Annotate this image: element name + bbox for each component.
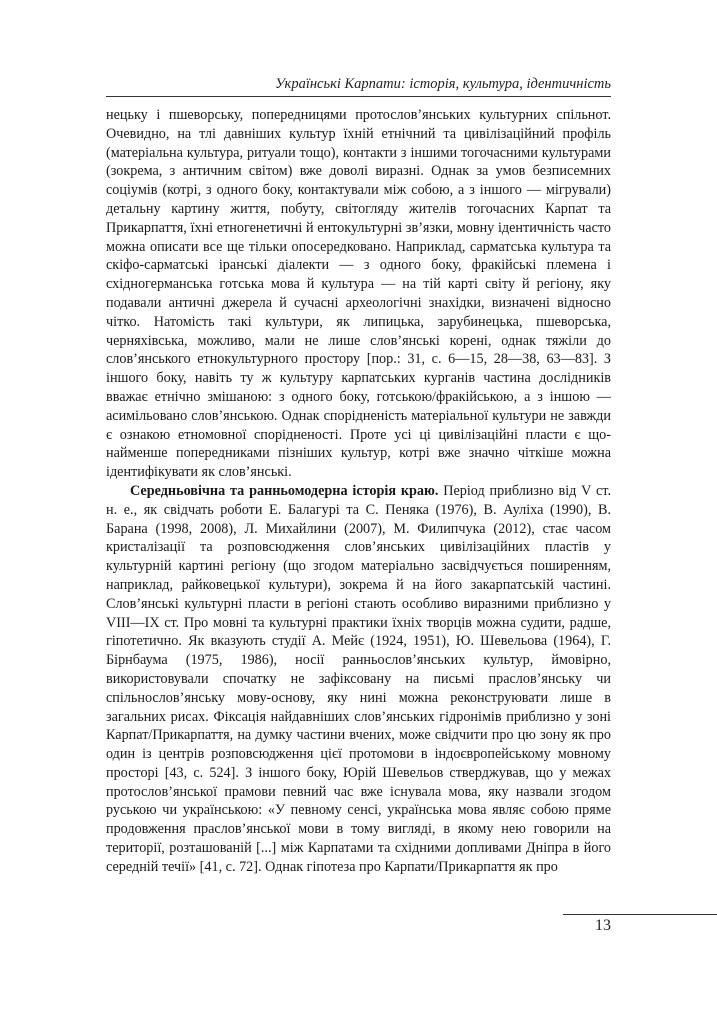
paragraph-text: Період приблизно від V ст. н. е., як свідчать роботи Е. Балагурі та С. Пеняка (1976), В. Ауліха (1990), В. Барана (1998, 2008), Л. Михайлини (2007), М. Филипчука (2012), стає часом кристалізації та розповсюдження слов’янських цивілізаційних пластів у культурній картині регіону (що згодом матеріально засвідчується поширенням, наприклад, райковецької культури), зокрема й на його закарпатській частині. Слов’янські культурні пласти в регіоні стають особливо виразними приблизно у VIII—IX ст. Про мовні та культурні практики їхніх творців можна судити, радше, гіпотетично. Як вказують студії А. Мейє (1924, 1951), Ю. Шевельова (1964), Г. Бірнбаума (1975, 1986), носії ранньослов’янських культур, ймовірно, використовували спочатку не зафіксовану на письмі праслов’янську чи спільнослов’янську мову-основу, яку нині можна реконструювати лише в загальних рисах. Фіксація найдавніших слов’янських гідронімів приблизно у зоні Карпат/Прикарпаття, на думку частини вчених, може свідчити про цю зону як про один із центрів розповсюдження цієї протомови в індоєвропейському мовному просторі [43, с. 524]. З іншого боку, Юрій Шевельов стверджував, що у межах протослов’янської прамови певний час вже існувала мова, яку назвали згодом руською чи українською: «У певному сенсі, українська мова являє собою пряме продовження праслов’янської мови в тому вигляді, в якому нею говорили на території, розташованій [...] між Карпатами та східними допливами Дніпра в його середній течії» [41, с. 72]. Однак гіпотеза про Карпати/Прикарпаття як про <box>106 482 611 875</box>
page-number: 13 <box>595 917 611 934</box>
run-in-heading: Середньовічна та ранньомодерна історія краю. <box>130 482 439 499</box>
footer-rule <box>563 914 717 915</box>
header-rule <box>106 96 611 97</box>
running-header: Українські Карпати: історія, культура, ідентичність <box>275 76 611 92</box>
body-text <box>106 106 611 877</box>
paragraph-medieval-history <box>106 482 611 877</box>
paragraph-continuation: нецьку і пшеворську, попередницями протослов’янських культурних спільнот. Очевидно, на тлі давніших культур їхній етнічний та цивілізаційний профіль (матеріальна культура, ритуали тощо), контакти з іншими тогочасними культурами (зокрема, з античним світом) вже доволі виразні. Однак за умов безписемних соціумів (котрі, з одного боку, контактували між собою, а з іншого — мігрували) детальну картину життя, побуту, світогляду жителів тогочасних Карпат та Прикарпаття, їхні етногенетичні й ентокультурні зв’язки, мовну ідентичність часто можна описати все ще тільки опосередковано. Наприклад, сарматська культура та скіфо-сарматські іранські діалекти — з одного боку, фракійські племена і східногерманська готська мова й культура — на тій карті світу й регіону, яку подавали античні джерела й сучасні археологічні знахідки, визначені відносно чітко. Натомість такі культури, як липицька, зарубинецька, пшеворська, черняхівська, можливо, мали не лише слов’янські корені, однак тяжіли до слов’янського етнокультурного простору [пор.: 31, с. 6—15, 28—38, 63—83]. З іншого боку, навіть ту ж культуру карпатських курганів частина дослідників вважає етнічно змішаною: з одного боку, готською/фракійською, а з іншою — асимільовано слов’янською. Однак спорідненість матеріальної культури не завжди є ознакою етномовної спорідненості. Проте усі ці цивілізаційні пласти є щонайменше попередниками пізніших культур, котрі вже значно чіткіше можна ідентифікувати як слов’янські. <box>106 107 611 481</box>
